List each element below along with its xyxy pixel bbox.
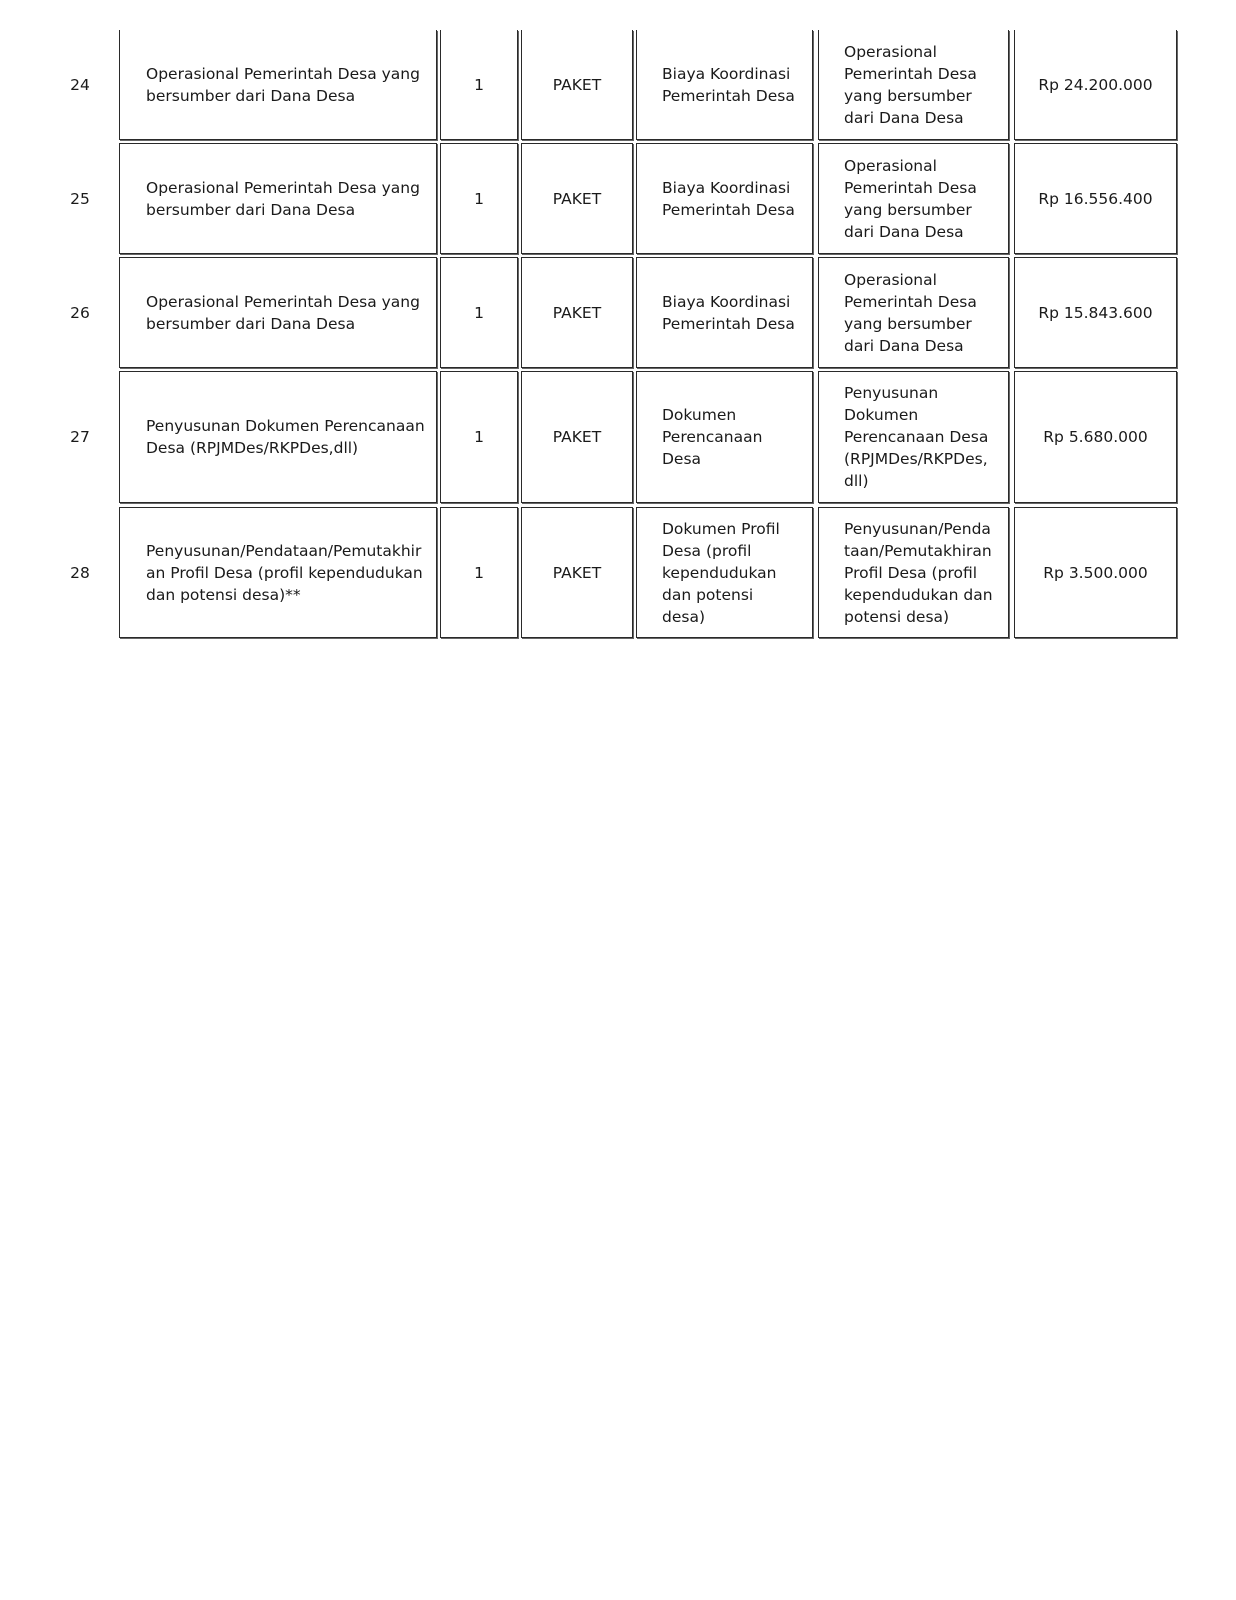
activity-cell: Penyusunan/Pendataan/Pemutakhir an Profil Desa (profil kependudukan dan potensi desa)**: [119, 507, 437, 638]
description-cell: Operasional Pemerintah Desa yang bersumber dari Dana Desa: [818, 30, 1009, 140]
volume-cell: 1: [440, 371, 518, 503]
cost-cell: Rp 16.556.400: [1014, 143, 1177, 254]
table-row: [0, 507, 1236, 638]
cost-cell: Rp 15.843.600: [1014, 257, 1177, 368]
row-number: 26: [70, 303, 90, 322]
activity-cell: Penyusunan Dokumen Perencanaan Desa (RPJMDes/RKPDes,dll): [119, 371, 437, 503]
output-cell: Dokumen Profil Desa (profil kependudukan dan potensi desa): [636, 507, 813, 638]
table-row: [0, 371, 1236, 503]
volume-cell: 1: [440, 30, 518, 140]
unit-cell: PAKET: [521, 143, 633, 254]
table-row: [0, 257, 1236, 368]
volume-cell: 1: [440, 257, 518, 368]
output-cell: Biaya Koordinasi Pemerintah Desa: [636, 30, 813, 140]
row-number: 24: [70, 76, 90, 94]
unit-cell: PAKET: [521, 257, 633, 368]
output-cell: Biaya Koordinasi Pemerintah Desa: [636, 143, 813, 254]
unit-cell: PAKET: [521, 30, 633, 140]
row-number: 28: [70, 563, 90, 582]
output-cell: Biaya Koordinasi Pemerintah Desa: [636, 257, 813, 368]
description-cell: Penyusunan/Penda taan/Pemutakhiran Profil Desa (profil kependudukan dan potensi desa): [818, 507, 1009, 638]
row-number: 25: [70, 189, 90, 208]
volume-cell: 1: [440, 143, 518, 254]
unit-cell: PAKET: [521, 371, 633, 503]
activity-cell: Operasional Pemerintah Desa yang bersumber dari Dana Desa: [119, 30, 437, 140]
description-cell: Operasional Pemerintah Desa yang bersumber dari Dana Desa: [818, 257, 1009, 368]
table-row: [0, 143, 1236, 254]
row-number: 27: [70, 428, 90, 446]
table-row: [0, 30, 1236, 140]
activity-cell: Operasional Pemerintah Desa yang bersumber dari Dana Desa: [119, 257, 437, 368]
cost-cell: Rp 24.200.000: [1014, 30, 1177, 140]
description-cell: Penyusunan Dokumen Perencanaan Desa (RPJMDes/RKPDes, dll): [818, 371, 1009, 503]
cost-cell: Rp 5.680.000: [1014, 371, 1177, 503]
unit-cell: PAKET: [521, 507, 633, 638]
activity-cell: Operasional Pemerintah Desa yang bersumber dari Dana Desa: [119, 143, 437, 254]
description-cell: Operasional Pemerintah Desa yang bersumber dari Dana Desa: [818, 143, 1009, 254]
output-cell: Dokumen Perencanaan Desa: [636, 371, 813, 503]
cost-cell: Rp 3.500.000: [1014, 507, 1177, 638]
volume-cell: 1: [440, 507, 518, 638]
